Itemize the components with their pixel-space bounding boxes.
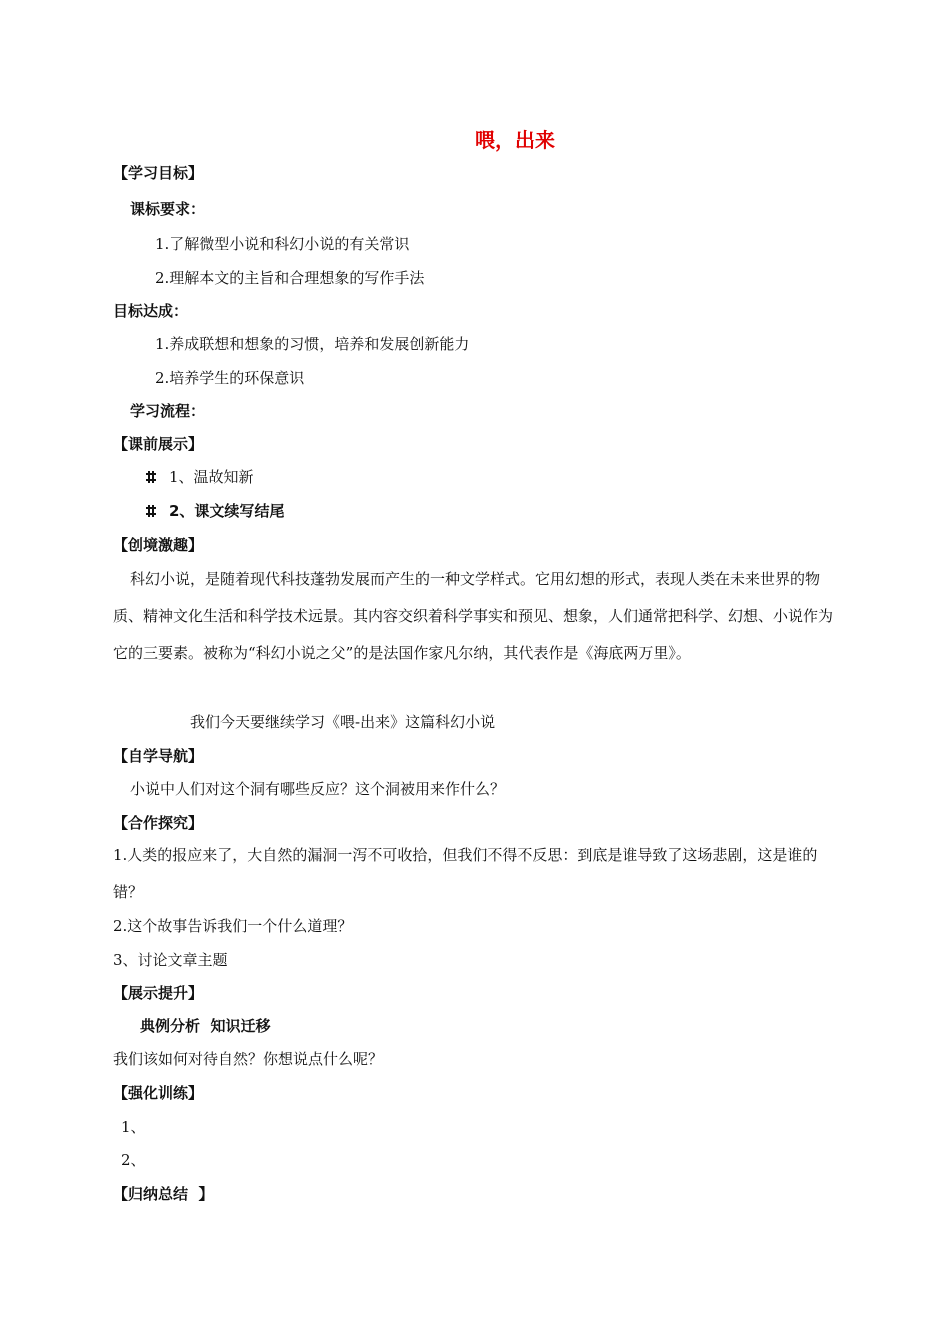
section-heading-preview: 【课前展示】	[113, 435, 204, 453]
section-heading-cooperate: 【合作探究】	[113, 814, 204, 832]
list-item: 1.了解微型小说和科幻小说的有关常识	[155, 235, 410, 253]
section-heading-summary: 【归纳总结 】	[113, 1185, 214, 1203]
list-item: 1、	[121, 1118, 146, 1136]
show-question: 我们该如何对待自然？你想说点什么呢？	[113, 1050, 384, 1068]
list-item: 2.理解本文的主旨和合理想象的写作手法	[155, 269, 425, 287]
page-title: 喂，出来	[475, 128, 555, 152]
question-2: 2.这个故事告诉我们一个什么道理？	[113, 917, 353, 935]
section-heading-show: 【展示提升】	[113, 984, 204, 1002]
subheading-curriculum: 课标要求：	[130, 200, 206, 218]
subheading-process: 学习流程：	[130, 402, 206, 420]
subheading-example: 典例分析 知识迁移	[140, 1017, 271, 1035]
list-item: 2、课文续写结尾	[145, 501, 284, 521]
question-3: 3、讨论文章主题	[113, 951, 228, 969]
section-heading-selfstudy: 【自学导航】	[113, 747, 204, 765]
list-item: 2、	[121, 1151, 146, 1169]
selfstudy-question: 小说中人们对这个洞有哪些反应？这个洞被用来作什么？	[130, 780, 506, 798]
question-1: 1.人类的报应来了，大自然的漏洞一泻不可收拾，但我们不得不反思：到底是谁导致了这场悲剧，这是谁的错？	[113, 846, 818, 901]
list-item: 2.培养学生的环保意识	[155, 369, 305, 387]
bullet-icon	[145, 471, 157, 483]
list-item: 1.养成联想和想象的习惯，培养和发展创新能力	[155, 335, 470, 353]
bullet-icon	[145, 505, 157, 517]
intro-paragraph: 科幻小说，是随着现代科技蓬勃发展而产生的一种文学样式。它用幻想的形式，表现人类在未来世界的物质、精神文化生活和科学技术远景。其内容交织着科学事实和预见、想象，人们通常把科学、幻想、小说作为它的三要素。被称为“科幻小说之父”的是法国作家凡尔纳，其代表作是《海底两万里》。	[113, 570, 834, 662]
section-heading-intro: 【创境激趣】	[113, 536, 204, 554]
section-heading-achieve: 目标达成：	[113, 302, 189, 320]
intro-line: 我们今天要继续学习《喂-出来》这篇科幻小说	[190, 713, 496, 731]
section-heading-goals: 【学习目标】	[113, 164, 204, 182]
section-heading-practice: 【强化训练】	[113, 1084, 204, 1102]
list-item: 1、温故知新	[145, 467, 254, 487]
